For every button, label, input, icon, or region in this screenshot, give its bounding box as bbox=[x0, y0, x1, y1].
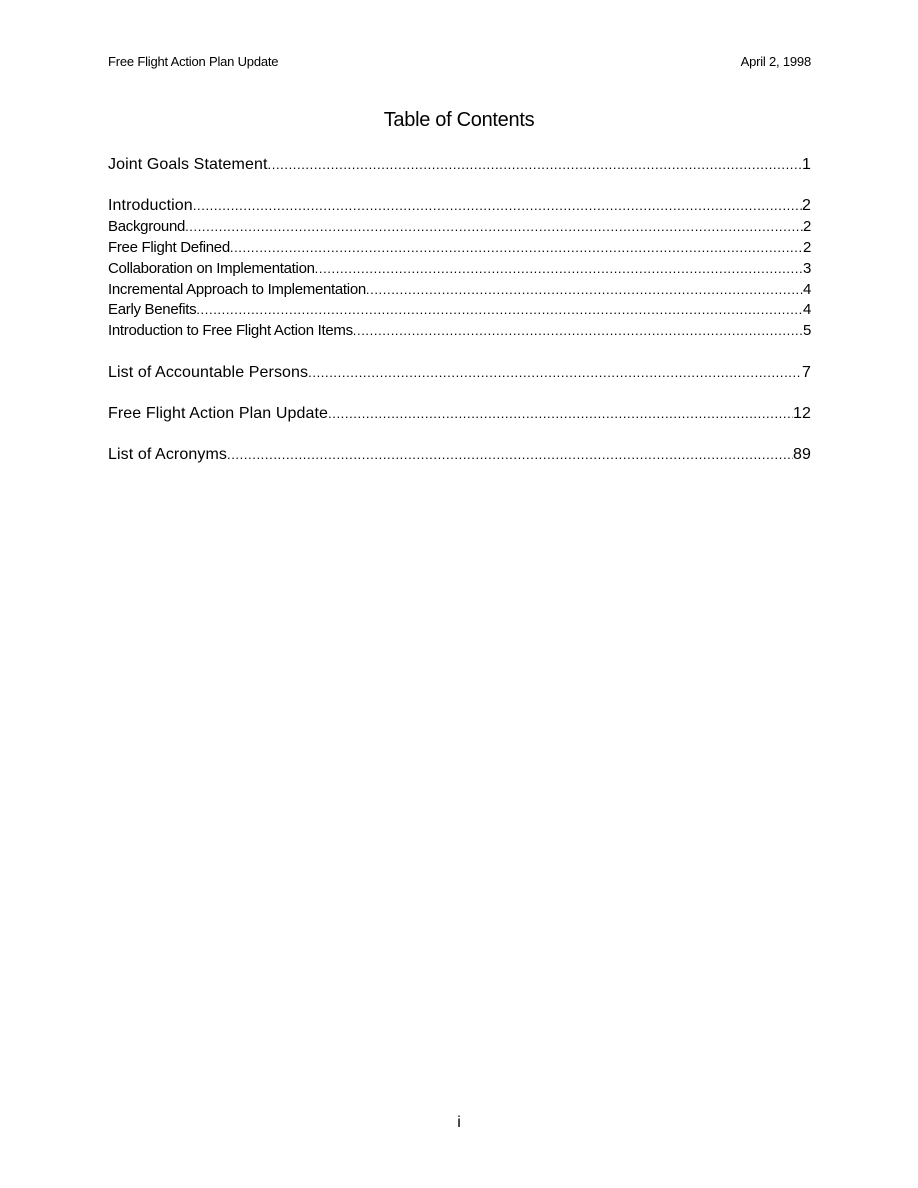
toc-entry-label: Free Flight Defined bbox=[108, 238, 230, 256]
toc-entry-list-of-accountable-persons[interactable] bbox=[108, 363, 811, 384]
running-header-date: April 2, 1998 bbox=[740, 54, 811, 69]
toc-dot-leader bbox=[315, 259, 803, 280]
toc-entry-incremental-approach[interactable] bbox=[108, 280, 811, 301]
toc-entry-page: 2 bbox=[802, 218, 811, 236]
page-title: Table of Contents bbox=[383, 109, 535, 131]
page-number: i bbox=[457, 1114, 461, 1131]
toc-entry-early-benefits[interactable] bbox=[108, 300, 811, 321]
toc-dot-leader bbox=[366, 280, 803, 301]
toc-entry-label: List of Accountable Persons bbox=[108, 363, 309, 381]
toc-entry-joint-goals-statement[interactable] bbox=[108, 155, 811, 176]
running-header-title: Free Flight Action Plan Update bbox=[108, 54, 279, 69]
toc-entry-page: 2 bbox=[802, 197, 811, 215]
toc-entry-label: Joint Goals Statement bbox=[108, 156, 268, 173]
toc-entry-list-of-acronyms[interactable] bbox=[108, 445, 811, 466]
table-of-contents bbox=[108, 155, 811, 466]
toc-dot-leader bbox=[230, 238, 803, 259]
toc-entry-page: 1 bbox=[802, 156, 811, 173]
toc-entry-label: Early Benefits bbox=[108, 301, 197, 319]
toc-dot-leader bbox=[227, 445, 793, 466]
toc-dot-leader bbox=[196, 300, 803, 321]
toc-entry-page: 7 bbox=[802, 363, 811, 381]
toc-entry-page: 5 bbox=[802, 322, 811, 340]
toc-dot-leader bbox=[308, 363, 802, 384]
toc-entry-label: Collaboration on Implementation bbox=[108, 259, 315, 277]
toc-dot-leader bbox=[193, 196, 802, 217]
toc-entry-collaboration-on-implementation[interactable] bbox=[108, 259, 811, 280]
toc-entry-introduction[interactable] bbox=[108, 196, 811, 217]
toc-entry-label: Introduction to Free Flight Action Items bbox=[108, 322, 353, 340]
toc-dot-leader bbox=[268, 155, 802, 176]
toc-dot-leader bbox=[185, 217, 803, 238]
toc-entry-action-plan-update[interactable] bbox=[108, 404, 811, 425]
toc-entry-page: 89 bbox=[793, 446, 811, 464]
toc-dot-leader bbox=[353, 321, 803, 342]
toc-entry-page: 4 bbox=[802, 280, 811, 298]
toc-dot-leader bbox=[328, 404, 793, 425]
toc-entry-free-flight-defined[interactable] bbox=[108, 238, 811, 259]
toc-entry-label: List of Acronyms bbox=[108, 446, 227, 464]
toc-entry-intro-to-action-items[interactable] bbox=[108, 321, 811, 342]
toc-entry-label: Background bbox=[108, 218, 186, 236]
toc-entry-label: Incremental Approach to Implementation bbox=[108, 280, 366, 298]
toc-entry-page: 4 bbox=[802, 301, 811, 319]
toc-entry-page: 2 bbox=[802, 238, 811, 256]
toc-entry-page: 3 bbox=[802, 259, 811, 277]
toc-entry-page: 12 bbox=[793, 404, 811, 422]
toc-entry-label: Introduction bbox=[108, 197, 193, 215]
toc-entry-label: Free Flight Action Plan Update bbox=[108, 404, 329, 422]
toc-entry-background[interactable] bbox=[108, 217, 811, 238]
